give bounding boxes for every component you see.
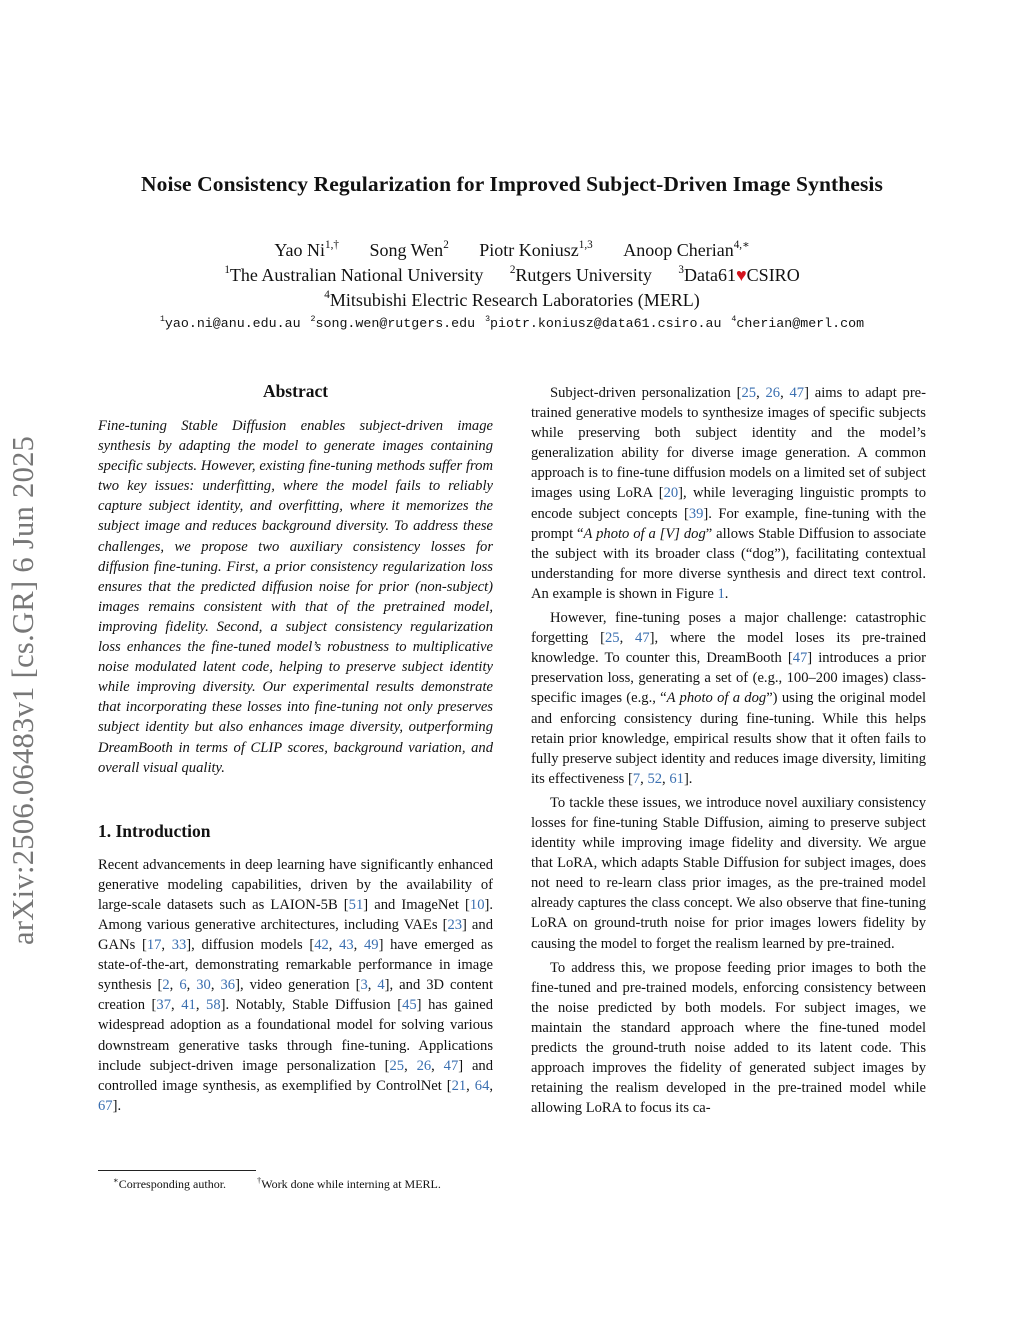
author: Anoop Cherian$^{4,∗}$ <box>623 239 750 260</box>
footnote: †Work done while interning at MERL. <box>257 1175 441 1191</box>
citation-link[interactable]: 42 <box>314 937 329 954</box>
citation-link[interactable]: 26 <box>765 385 781 401</box>
right-column <box>531 383 926 1118</box>
citation-link[interactable]: 58 <box>206 997 221 1014</box>
intro-paragraph: To address this, we propose feeding prior images to both the fine-tuned and pre-trained models, enforcing consistency between the noise predicted by both models. For subject images, we maintain the standard approach where the fine-tuned model predicts the ground-truth noise added to its latent code. This approach improves the fidelity of generated subject images by retaining the realism developed in the pre-trained model while allowing LoRA to focus its ca- <box>531 959 926 1117</box>
citation-link[interactable]: 51 <box>348 896 364 913</box>
affiliation: $^3$Data61♥CSIRO <box>678 264 800 285</box>
citation-link[interactable]: 3 <box>360 977 368 994</box>
section-heading-introduction: 1. Introduction <box>98 820 211 841</box>
citation-link[interactable]: 7 <box>632 770 641 787</box>
citation-link[interactable]: 25 <box>389 1057 405 1074</box>
email: $^3$piotr.koniusz@data61.csiro.au <box>485 315 722 331</box>
citation-link[interactable]: 49 <box>363 937 379 954</box>
footnote-rule <box>98 1170 256 1171</box>
citation-link[interactable]: 39 <box>688 505 704 522</box>
heart-icon: ♥ <box>735 265 747 285</box>
italic-text: A photo of a dog <box>666 690 767 707</box>
affiliations-line <box>60 265 964 286</box>
citation-link[interactable]: 30 <box>196 977 211 994</box>
email-list <box>40 316 984 331</box>
citation-link[interactable]: 10 <box>469 896 485 913</box>
citation-link[interactable]: 17 <box>146 937 162 954</box>
citation-link[interactable]: 64 <box>474 1077 490 1094</box>
citation-link[interactable]: 20 <box>663 485 679 502</box>
affiliation: $^1$The Australian National University <box>224 264 484 285</box>
author: Song Wen$^2$ <box>369 239 449 260</box>
affiliation: $^4$Mitsubishi Electric Research Laboratories (MERL) <box>324 289 700 310</box>
citation-link[interactable]: 47 <box>792 650 808 667</box>
citation-link[interactable]: 36 <box>220 977 236 994</box>
citation-link[interactable]: 1 <box>717 585 725 602</box>
intro-paragraph: Subject-driven personalization [25, 26, 47] aims to adapt pre-trained generative models to synthesize images of specific subjects while preserving both subject identity and the model’s generalization ability for diverse image generation. A common approach is to fine-tune diffusion models on a limited set of subject images using LoRA [20], while leveraging linguistic prompts to encode subject concepts [39]. For example, fine-tuning with the prompt “A photo of a [V] dog” allows Stable Diffusion to associate the subject with its broader class (“dog”), facilitating contextual understanding for more diverse synthesis and direct text control. An example is shown in Figure 1. <box>531 385 927 602</box>
citation-link[interactable]: 47 <box>635 630 650 647</box>
citation-link[interactable]: 25 <box>604 630 620 647</box>
author-list <box>60 240 964 261</box>
affiliation: $^2$Rutgers University <box>509 264 652 285</box>
citation-link[interactable]: 2 <box>162 977 170 994</box>
citation-link[interactable]: 33 <box>171 937 187 954</box>
left-column <box>98 380 493 1116</box>
arxiv-side-stamp: arXiv:2506.06483v1 [cs.GR] 6 Jun 2025 <box>6 435 40 945</box>
footnotes <box>113 1177 469 1192</box>
email: $^1$yao.ni@anu.edu.au <box>159 315 301 331</box>
citation-link[interactable]: 21 <box>451 1077 467 1094</box>
abstract-text: Fine-tuning Stable Diffusion enables subject-driven image synthesis by adapting the model to generate images containing specific subjects. However, existing fine-tuning methods suffer from two key issues: underfitting, where the model fails to reliably capture subject identity, and overfitting, where it memorizes the subject image and reduces background diversity. To address these challenges, we propose two auxiliary consistency losses for diffusion fine-tuning. First, a prior consistency regularization loss ensures that the predicted diffusion noise for prior (non-subject) images remains consistent with that of the pretrained model, improving fidelity. Second, a subject consistency regularization loss enhances the fine-tuned model’s robustness to multiplicative noise modulated latent code, helping to preserve subject identity while improving diversity. Our experimental results demonstrate that incorporating these losses into fine-tuning not only preserves subject identity but also enhances image diversity, outperforming DreamBooth in terms of CLIP scores, background variation, and overall visual quality. <box>98 418 493 776</box>
citation-link[interactable]: 4 <box>377 977 385 994</box>
author: Piotr Koniusz$^{1,3}$ <box>479 239 593 260</box>
citation-link[interactable]: 43 <box>339 937 354 954</box>
intro-paragraph: However, fine-tuning poses a major challenge: catastrophic forgetting [25, 47], where the model loses its pre-trained knowledge. To counter this, DreamBooth [47] introduces a prior preservation loss, generating a set of (e.g., 100–200 images) class-specific images (e.g., “A photo of a dog”) using the original model and enforcing consistency during fine-tuning. While this helps retain prior knowledge, empirical results show that it often fails to fully preserve subject identity and reduces image diversity, limiting its effectiveness [7, 52, 61]. <box>531 610 926 787</box>
citation-link[interactable]: 26 <box>416 1057 432 1074</box>
author: Yao $Ni^{1,\dagger}$ <box>274 239 339 260</box>
citation-link[interactable]: 6 <box>179 977 187 994</box>
citation-link[interactable]: 37 <box>156 997 172 1014</box>
citation-link[interactable]: 41 <box>181 997 196 1014</box>
citation-link[interactable]: 61 <box>669 770 684 787</box>
paper-title: Noise Consistency Regularization for Improved Subject-Driven Image Synthesis <box>141 172 883 196</box>
email: $^2$song.wen@rutgers.edu <box>310 315 476 331</box>
citation-link[interactable]: 47 <box>443 1057 459 1074</box>
citation-link[interactable]: 47 <box>789 385 805 401</box>
intro-paragraph: Recent advancements in deep learning have significantly enhanced generative modeling capabilities, driven by the availability of large-scale datasets such as LAION-5B [51] and ImageNet [10]. Among various generative architectures, including VAEs [23] and GANs [17, 33], diffusion models [42, 43, 49] have emerged as state-of-the-art, demonstrating remarkable performance in image synthesis [2, 6, 30, 36], video generation [3, 4], and 3D content creation [37, 41, 58]. Notably, Stable Diffusion [45] has gained widespread adoption as a foundational model for solving various downstream generative tasks through fine-tuning. Applications include subject-driven image personalization [25, 26, 47] and controlled image synthesis, as exemplified by ControlNet [21, 64, 67]. <box>98 856 494 1114</box>
citation-link[interactable]: 25 <box>741 385 757 401</box>
intro-paragraph: To tackle these issues, we introduce novel auxiliary consistency losses for fine-tuning Stable Diffusion, aiming to preserve subject identity while improving image fidelity and diversity. We argue that LoRA, which adapts Stable Diffusion for subject images, does not need to re-learn class prior images, as the pre-trained model already captures the class concept. We also observe that fine-tuning LoRA on ground-truth noise for prior images lowers fidelity by causing the model to forget the realism learned by pre-trained. <box>531 794 926 952</box>
footnote: ∗Corresponding author. <box>113 1175 227 1191</box>
citation-link[interactable]: 67 <box>98 1097 113 1114</box>
email: $^4$cherian@merl.com <box>731 315 865 331</box>
citation-link[interactable]: 52 <box>647 770 663 787</box>
italic-text: A photo of a [V] dog <box>583 525 706 542</box>
abstract-heading: Abstract <box>262 381 329 401</box>
citation-link[interactable]: 23 <box>447 916 463 933</box>
citation-link[interactable]: 45 <box>402 997 417 1014</box>
